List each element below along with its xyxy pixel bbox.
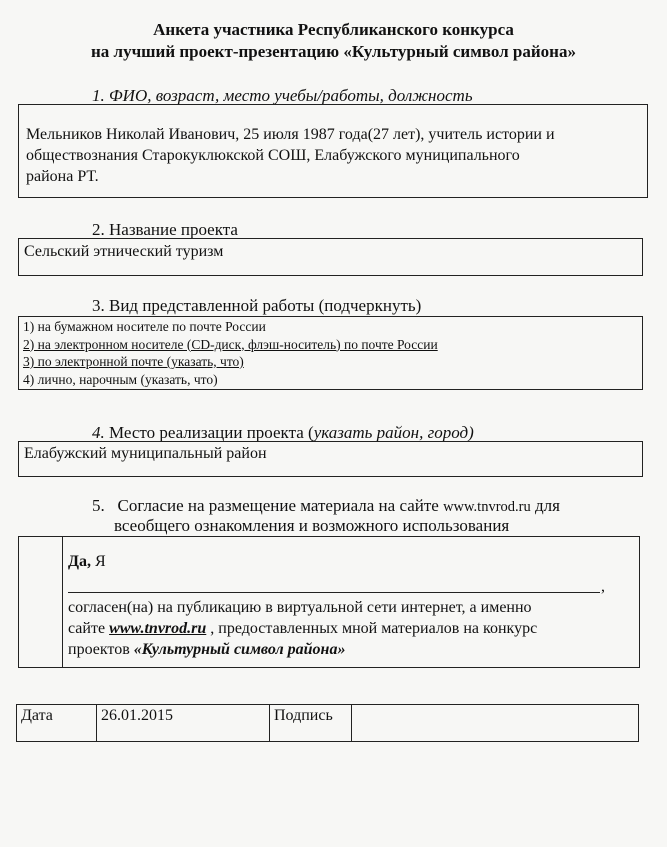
section1-heading: 1. ФИО, возраст, место учебы/работы, должность (92, 86, 473, 105)
consent-line3: проектов «Культурный символ района» (68, 641, 346, 658)
signature-value (352, 705, 638, 741)
section3-options (23, 318, 438, 388)
site-link: www.tnvrod.ru (109, 620, 207, 637)
section3-heading: 3. Вид представленной работы (подчеркнуть) (92, 296, 422, 315)
section1-value-line: района РТ. (26, 168, 99, 185)
section5-heading-line2: всеобщего ознакомления и возможного использования (114, 516, 510, 535)
contest-name: «Культурный символ района» (133, 641, 346, 658)
consent-line1: согласен(на) на публикацию в виртуальной сети интернет, а именно (68, 599, 532, 616)
option-email: 3) по электронной почте (указать, что) (23, 354, 244, 369)
option-in-person: 4) лично, нарочным (указать, что) (23, 371, 218, 387)
form-title-line1: Анкета участника Республиканского конкурса (153, 20, 514, 39)
section1-value (26, 124, 646, 187)
name-blank-line (68, 592, 600, 593)
section4-heading: 4. Место реализации проекта (указать район, город) (92, 423, 474, 442)
footer-table (16, 704, 639, 742)
option-electronic-media: 2) на электронном носителе (CD-диск, флэш-носитель) по почте России (23, 336, 438, 352)
blank-comma: , (601, 578, 605, 595)
consent-line2: сайте www.tnvrod.ru , предоставленных мной материалов на конкурс (68, 620, 538, 637)
site-link-heading: www.tnvrod.ru (443, 499, 531, 515)
section2-value: Сельский этнический туризм (24, 243, 224, 260)
form-title-line2: на лучший проект-презентацию «Культурный символ района» (91, 42, 576, 61)
section2-heading: 2. Название проекта (92, 220, 238, 239)
section5-heading: 5. Согласие на размещение материала на сайте www.tnvrod.ru для (92, 496, 560, 515)
date-label: Дата (17, 705, 97, 741)
consent-start: Да, Я (68, 553, 106, 570)
section4-value: Елабужский муниципальный район (24, 445, 267, 462)
section1-value-line: обществознания Старокуклюкской СОШ, Елабужского муниципального (26, 147, 520, 164)
date-value: 26.01.2015 (97, 705, 270, 741)
section1-value-line: Мельников Николай Иванович, 25 июля 1987 года(27 лет), учитель истории и (26, 126, 555, 143)
signature-label: Подпись (270, 705, 352, 741)
section5-divider (62, 536, 63, 668)
option-paper: 1) на бумажном носителе по почте России (23, 319, 266, 334)
